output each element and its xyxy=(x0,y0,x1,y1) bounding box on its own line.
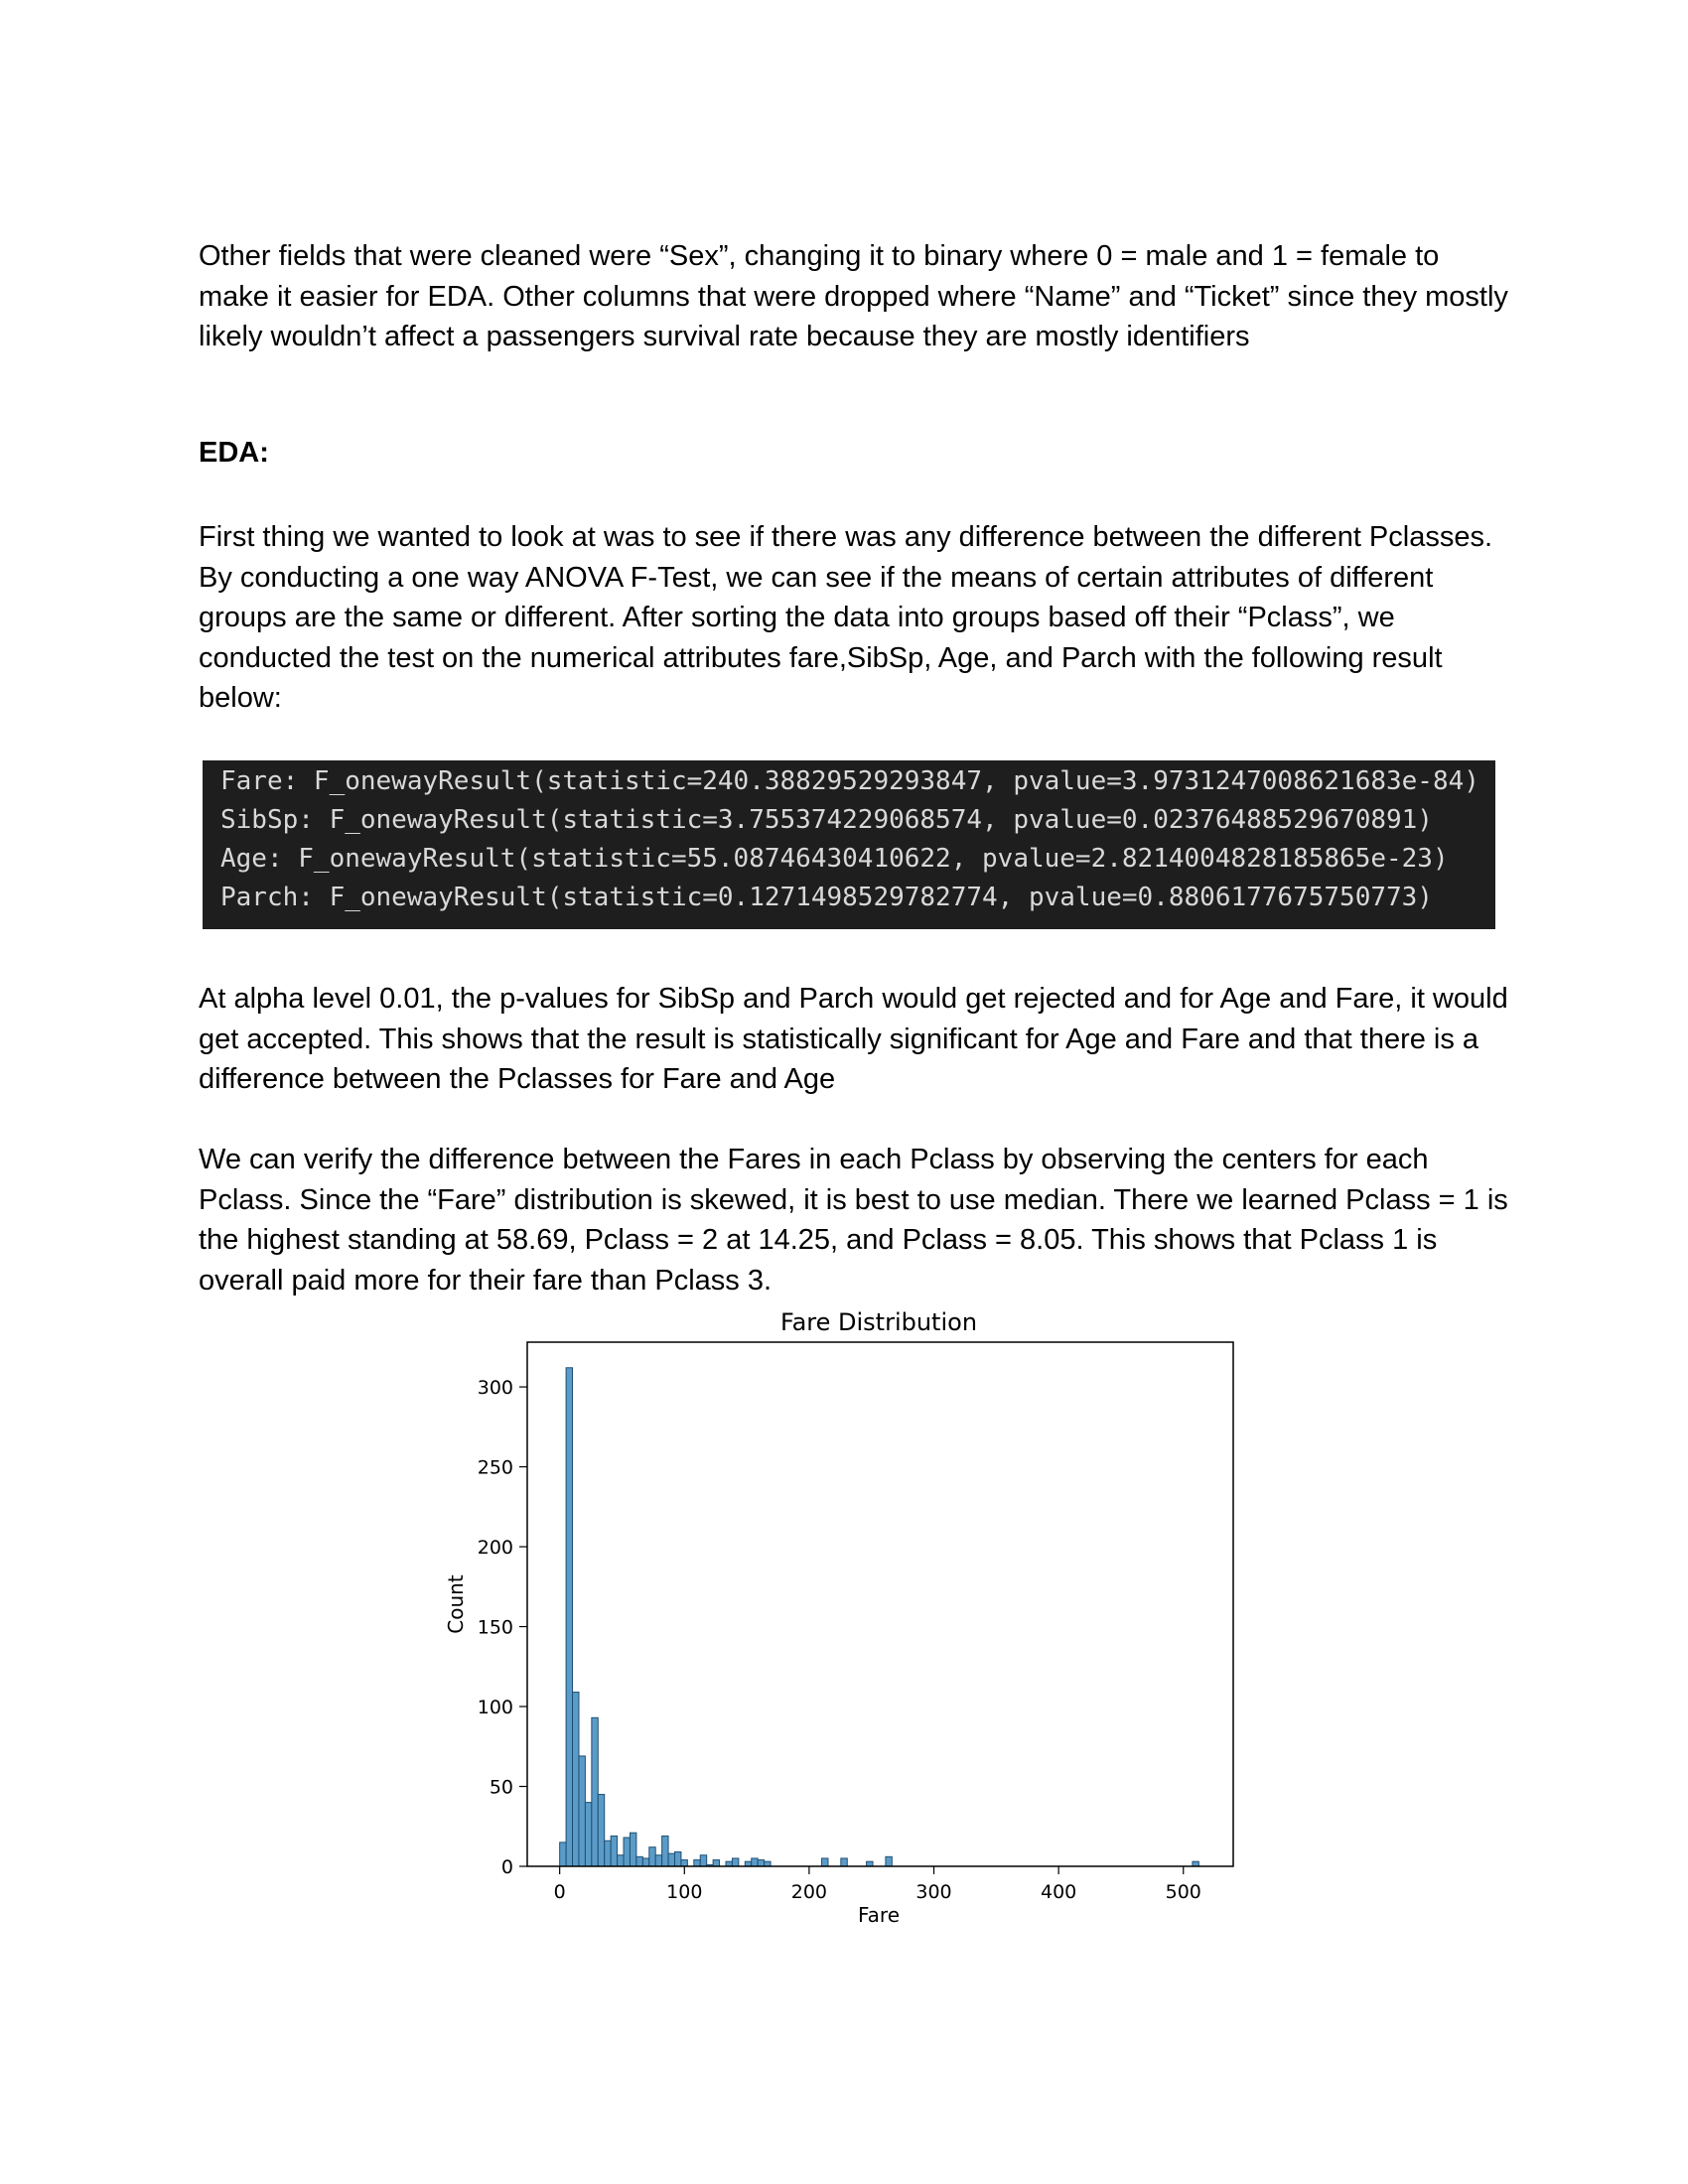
histogram-bar xyxy=(700,1855,706,1866)
paragraph-fare-median: We can verify the difference between the Fares in each Pclass by observing the centers for each Pclass. Since the “Fare” distribution is skewed, it is best to use median. There we learned Pclass = 1 is the highest standing at 58.69, Pclass = 2 at 14.25, and Pclass = 8.05. This shows that Pclass 1 is overall paid more for their fare than Pclass 3. xyxy=(199,1144,1508,1297)
histogram-bar xyxy=(560,1843,566,1866)
paragraph-anova-intro: First thing we wanted to look at was to see if there was any difference between the different Pclasses. By conducting a one way ANOVA F-Test, we can see if the means of certain attributes of different groups are the same or different. After sorting the data into groups based off their “Pclass”, we conducted the test on the numerical attributes fare,SibSp, Age, and Parch with the following result below: xyxy=(199,521,1493,714)
histogram-bar xyxy=(668,1853,674,1866)
histogram-bar xyxy=(592,1717,598,1866)
histogram-bar xyxy=(886,1856,892,1866)
y-axis-ticks xyxy=(478,1377,527,1878)
histogram-bar xyxy=(694,1860,700,1866)
y-tick-label: 0 xyxy=(500,1856,513,1878)
code-line-sibsp: SibSp: F_onewayResult(statistic=3.755374229068574, pvalue=0.02376488529670891) xyxy=(220,805,1433,835)
y-tick-label: 200 xyxy=(477,1537,513,1560)
y-axis-label: Count xyxy=(444,1574,468,1634)
chart-title: Fare Distribution xyxy=(779,1308,978,1336)
histogram-bar xyxy=(752,1858,758,1866)
x-tick-label: 500 xyxy=(1165,1881,1201,1903)
x-axis-label: Fare xyxy=(857,1903,901,1927)
histogram-bar xyxy=(624,1838,630,1866)
paragraph-cleaning: Other fields that were cleaned were “Sex”, changing it to binary where 0 = male and 1 = female to make it easier for EDA. Other columns that were dropped where “Name” and “Ticket” since they mostly likely wouldn’t affect a passengers survival rate because they are mostly identifiers xyxy=(199,240,1508,352)
histogram-bar xyxy=(662,1836,668,1866)
histogram-bar xyxy=(732,1858,738,1866)
histogram-bar xyxy=(681,1860,687,1866)
histogram-bar xyxy=(611,1836,617,1866)
code-line-age: Age: F_onewayResult(statistic=55.08746430410622, pvalue=2.8214004828185865e-23) xyxy=(220,844,1449,874)
y-tick-label: 50 xyxy=(489,1776,513,1799)
histogram-bar xyxy=(822,1858,828,1866)
histogram-bar xyxy=(713,1860,719,1866)
histogram-bar xyxy=(841,1858,847,1866)
histogram-bar xyxy=(642,1858,648,1866)
code-line-parch: Parch: F_onewayResult(statistic=0.1271498529782774, pvalue=0.8806177675750773) xyxy=(220,883,1433,912)
y-tick-label: 100 xyxy=(477,1697,513,1719)
histogram-bar xyxy=(598,1795,604,1866)
x-tick-label: 0 xyxy=(553,1881,566,1903)
histogram-bar xyxy=(573,1693,579,1866)
x-tick-label: 200 xyxy=(790,1881,828,1903)
y-tick-label: 150 xyxy=(477,1616,513,1639)
histogram-bar xyxy=(585,1803,591,1866)
x-tick-label: 400 xyxy=(1041,1881,1077,1903)
histogram-bar xyxy=(675,1852,681,1866)
paragraph-alpha-result: At alpha level 0.01, the p-values for SibSp and Parch would get rejected and for Age and Fare, it would get accepted. This shows that the result is statistically significant for Age and Fare and that there is a difference between the Pclasses for Fare and Age xyxy=(199,983,1508,1095)
histogram-bar xyxy=(649,1847,655,1866)
y-tick-label: 250 xyxy=(477,1456,513,1479)
histogram-bar xyxy=(579,1756,585,1866)
histogram-bar xyxy=(605,1841,611,1866)
histogram-bar xyxy=(618,1855,624,1866)
histogram-bar xyxy=(758,1860,764,1866)
histogram-bar xyxy=(636,1856,642,1866)
x-tick-label: 100 xyxy=(666,1881,703,1903)
histogram-bar xyxy=(566,1368,572,1866)
plot-frame xyxy=(527,1342,1233,1866)
histogram-bar xyxy=(630,1833,635,1866)
section-heading-eda: EDA: xyxy=(199,437,269,469)
histogram-bar xyxy=(655,1855,661,1866)
code-line-fare: Fare: F_onewayResult(statistic=240.38829529293847, pvalue=3.9731247008621683e-84) xyxy=(220,766,1479,796)
histogram-bars xyxy=(560,1368,1199,1866)
x-axis-ticks xyxy=(554,1866,1201,1903)
x-tick-label: 300 xyxy=(915,1881,952,1903)
y-tick-label: 300 xyxy=(477,1377,513,1400)
